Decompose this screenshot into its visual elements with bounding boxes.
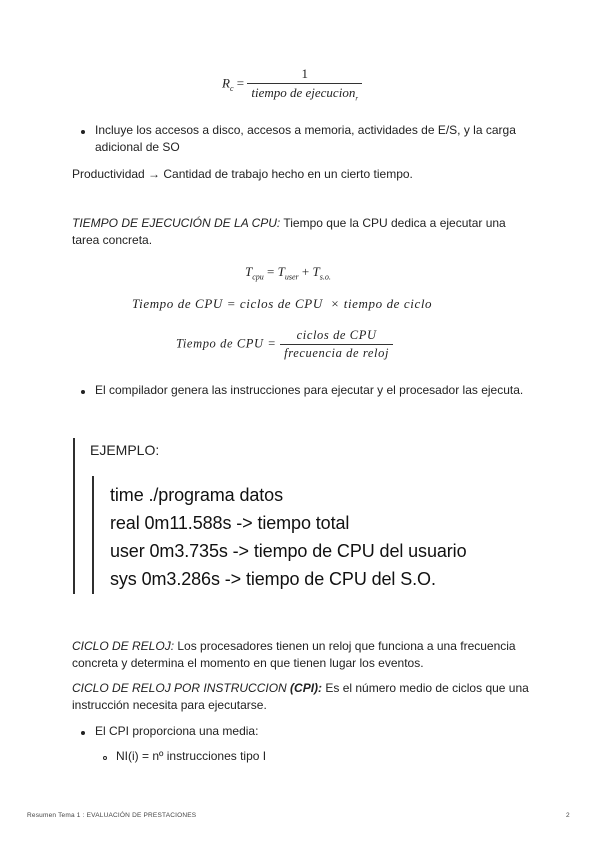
tcpu-eq: =: [267, 264, 275, 279]
bullet-dot: [81, 390, 85, 394]
cpi-text: Es el número medio de ciclos que una instrucción necesita para ejecutarse.: [72, 681, 529, 712]
tcpu-lhs-sub: cpu: [252, 272, 264, 282]
formula-rc: [222, 66, 362, 103]
rc-lhs: R: [222, 75, 230, 91]
bullet-accesos: Incluye los accesos a disco, accesos a memoria, actividades de E/S, y la carga adicional de SO: [95, 123, 516, 154]
rc-lhs-sub: c: [229, 83, 234, 93]
ciclo-reloj-text: Los procesadores tienen un reloj que funciona a una frecuencia concreta y determina el momento en que tienen lugar los eventos.: [72, 639, 516, 670]
cpi-label-bold: (CPI):: [290, 681, 323, 695]
subbullet-ni: NI(i) = nº instrucciones tipo I: [116, 749, 267, 763]
bullet-dot: [81, 130, 85, 134]
rc-eq: =: [236, 75, 245, 91]
tiempo-ejecucion-text: Tiempo que la CPU dedica a ejecutar una tarea concreta.: [72, 216, 506, 247]
ejemplo-title: EJEMPLO:: [90, 442, 160, 458]
productividad-text: Productividad → Cantidad de trabajo hecho en un cierto tiempo.: [72, 167, 413, 181]
ejemplo-lines: [110, 481, 550, 593]
formula-tiempo-cpu-frecuencia: [176, 328, 393, 361]
rc-fraction: [247, 66, 362, 103]
rc-numerator: 1: [301, 66, 308, 81]
tcpu2-lhs: Tiempo de CPU =: [176, 336, 277, 351]
tcpu-lhs: T: [245, 264, 253, 279]
tiempo-ejecucion-paragraph: [72, 215, 532, 249]
ejemplo-line-sys: sys 0m3.286s -> tiempo de CPU del S.O.: [110, 569, 436, 589]
bullet-compilador: El compilador genera las instrucciones para ejecutar y el procesador las ejecuta.: [95, 383, 524, 397]
tcpu-t1-sub: user: [284, 272, 299, 282]
tcpu2-fraction: [280, 328, 393, 361]
formula-tcpu: [245, 264, 331, 282]
footer-title: Resumen Tema 1 : EVALUACIÓN DE PRESTACIONES: [27, 812, 197, 819]
tcpu-plus: +: [301, 264, 310, 279]
footer-page-number: 2: [566, 812, 570, 819]
ejemplo-line-time: time ./programa datos: [110, 485, 283, 505]
tcpu-t1: T: [277, 264, 285, 279]
blockquote-outer-bar: [73, 438, 75, 594]
ejemplo-line-user: user 0m3.735s -> tiempo de CPU del usuario: [110, 541, 467, 561]
ejemplo-line-real: real 0m11.588s -> tiempo total: [110, 513, 350, 533]
tcpu-t2: T: [312, 264, 320, 279]
rc-denominator: [247, 83, 362, 103]
tcpu2-denominator: frecuencia de reloj: [280, 344, 393, 361]
cpi-paragraph: [72, 680, 534, 714]
ciclo-reloj-label: CICLO DE RELOJ:: [72, 639, 175, 653]
tiempo-ejecucion-label: TIEMPO DE EJECUCIÓN DE LA CPU:: [72, 216, 281, 230]
rc-den-sub: r: [355, 94, 359, 103]
subbullet-circle: [103, 756, 107, 760]
tcpu-t2-sub: s.o.: [319, 272, 331, 282]
cpi-label: CICLO DE RELOJ POR INSTRUCCION: [72, 681, 291, 695]
formula-tiempo-cpu-ciclos: Tiempo de CPU = ciclos de CPU × tiempo de ciclo: [132, 296, 433, 311]
bullet-dot: [81, 731, 85, 735]
rc-den-text: tiempo de ejecucion: [251, 85, 356, 100]
tcpu2-numerator: ciclos de CPU: [296, 328, 377, 342]
blockquote-inner-bar: [92, 476, 94, 594]
ciclo-reloj-paragraph: [72, 638, 534, 672]
bullet-cpi-media: El CPI proporciona una media:: [95, 724, 259, 738]
